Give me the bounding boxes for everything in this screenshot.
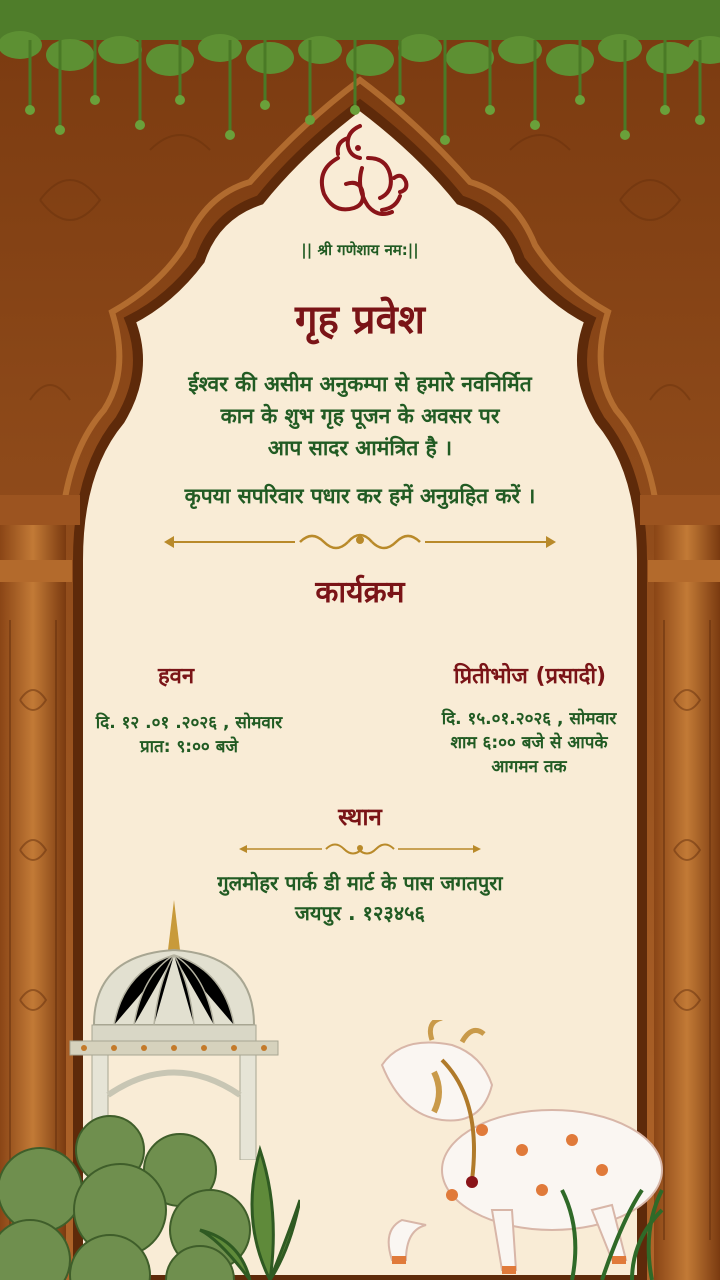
page-title: गृह प्रवेश: [295, 297, 425, 343]
message-line-2: कान के शुभ गृह पूजन के अवसर पर: [220, 404, 500, 428]
ganesha-icon: [308, 118, 412, 226]
ganesh-mantra: || श्री गणेशाय नम:||: [301, 241, 419, 259]
event-havan-date: दि. १२ .०१ .२०२६ , सोमवार: [95, 713, 283, 733]
event-feast-title: प्रितीभोज (प्रसादी): [453, 664, 607, 689]
venue-line-2: जयपुर . १२३४५६: [295, 901, 425, 925]
event-feast-date: दि. १५.०१.२०२६ , सोमवार: [441, 709, 617, 729]
plant-icon: [0, 1110, 300, 1280]
request-line: कृपया सपरिवार पधार कर हमें अनुग्रहित करें ।: [184, 484, 536, 508]
venue-heading: स्थान: [338, 803, 382, 831]
ornament-divider-small-icon: [236, 838, 484, 860]
event-havan-time: प्रात: ९:०० बजे: [139, 737, 239, 757]
cow-icon: [372, 1020, 672, 1280]
event-feast-until: आगमन तक: [491, 757, 567, 777]
ornament-divider-icon: [160, 528, 560, 556]
message-line-1: ईश्वर की असीम अनुकम्पा से हमारे नवनिर्मित: [188, 372, 532, 396]
message-line-3: आप सादर आमंत्रित है ।: [267, 436, 453, 460]
program-heading: कार्यक्रम: [315, 575, 405, 610]
event-feast-details: [398, 707, 660, 779]
event-havan-title: हवन: [157, 664, 195, 689]
invitation-message: [0, 368, 720, 464]
event-feast-time: शाम ६:०० बजे से आपके: [450, 733, 608, 753]
venue-line-1: गुलमोहर पार्क डी मार्ट के पास जगतपुरा: [217, 871, 503, 895]
event-havan-details: [60, 711, 318, 759]
